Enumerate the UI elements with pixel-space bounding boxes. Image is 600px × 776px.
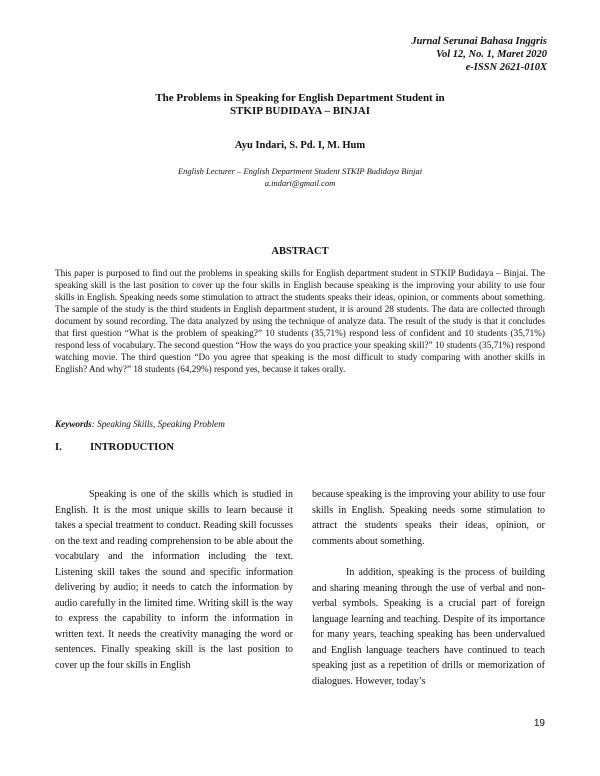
body-column-left: [55, 487, 293, 673]
keywords-label: Keywords: [55, 419, 92, 429]
author-name: Ayu Indari, S. Pd. I, M. Hum: [234, 140, 366, 151]
keywords-value: : Speaking Skills, Speaking Problem: [91, 419, 225, 429]
paper-title: [0, 92, 600, 118]
section-number: I.: [55, 442, 62, 453]
journal-header: [411, 35, 547, 74]
abstract-text: This paper is purposed to find out the problems in speaking skills for English department student in STKIP Budidaya – Binjai. The speaking skill is the last position to cover up the four skills in English because speaking is the improving your ability to use four skills in English. Speaking needs some stimulation to attract the students speaks their ideas, opinion, or comments about something. The sample of the study is the third students in English department student, it is around 28 students. The data are collected through document by sound recording. The data analyzed by using the technique of analyze data. The result of the study is that it concludes that first question “What is the problem of speaking?” 10 students (35,71%) respond less of confident and 10 students (35,71%) respond less of vocabulary. The second question “How the ways do you practice your speaking skill?” 10 students (35,71%) respond watching movie. The third question “Do you agree that speaking is the most difficult to study comparing with another skills in English? And why?” 18 students (64,29%) respond yes, because it takes orally.: [55, 268, 545, 374]
affiliation-block: [0, 165, 600, 189]
journal-name: Jurnal Serunai Bahasa Inggris: [411, 36, 547, 47]
paragraph: Speaking is one of the skills which is studied in English. It is the most unique skills to learn because it takes a special treatment to conduct. Reading skill focusses on the text and reading comprehension to be able about the vocabulary and the information including the text. Listening skill takes the sound and specific information delivering by audio; it needs to catch the information by audio carefully in the limited time. Writing skill is the way to express the capability to inform the information in written text. It needs the creativity managing the word or sentences. Finally speaking skill is the last position to cover up the four skills in English: [55, 489, 293, 671]
paragraph: because speaking is the improving your ability to use four skills in English. Speaking needs some stimulation to attract the students speaks their ideas, opinion, or comments about something.: [312, 489, 545, 547]
paper-title-line-1: The Problems in Speaking for English Department Student in: [155, 92, 445, 104]
paper-title-line-2: STKIP BUDIDAYA – BINJAI: [229, 105, 371, 117]
page-number: 19: [533, 718, 545, 729]
body-column-right: [312, 487, 545, 689]
abstract-heading: ABSTRACT: [271, 246, 329, 257]
journal-volume: Vol 12, No. 1, Maret 2020: [436, 49, 547, 60]
section-title: INTRODUCTION: [90, 442, 175, 453]
paragraph: In addition, speaking is the process of building and sharing meaning through the use of verbal and non-verbal symbols. Speaking is a crucial part of foreign language learning and teaching. Despite of its importance for many years, teaching speaking has been undervalued and English language teachers have continued to teach speaking just as a repetition of drills or memorization of dialogues. However, today’s: [312, 567, 545, 687]
keywords-line: [55, 419, 225, 429]
author-email: a.indari@gmail.com: [264, 178, 336, 188]
affiliation: English Lecturer – English Department Student STKIP Budidaya Binjai: [177, 166, 423, 176]
journal-issn: e-ISSN 2621-010X: [465, 62, 547, 73]
